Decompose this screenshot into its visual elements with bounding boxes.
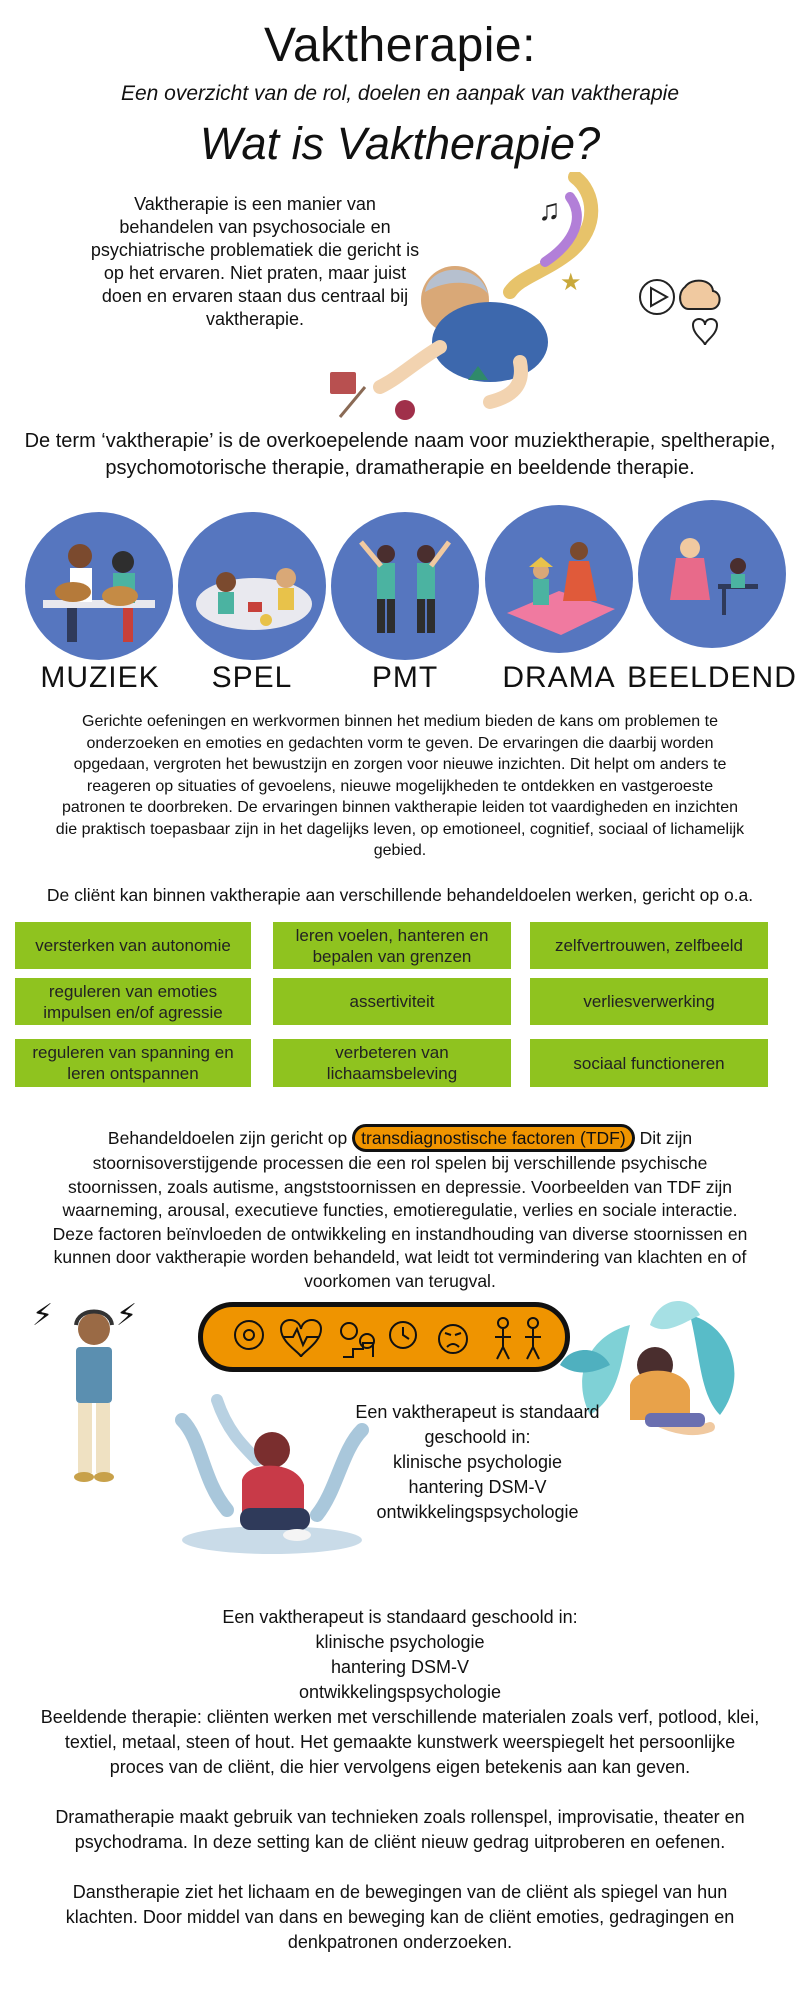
term-text: De term ‘vaktherapie’ is de overkoepelende naam voor muziektherapie, speltherapie, psychomotorische therapie, dramatherapie en beeldende therapie. bbox=[24, 430, 776, 479]
tdf-text-after: Dit zijn stoornisoverstijgende processen die een rol spelen bij verschillende psychische stoornissen, zoals autisme, angststoornissen en depressie. Voorbeelden van TDF zijn waarneming, arousal, executieve functies, emotieregulatie, verlies en sociale interactie. Deze factoren beïnvloeden de ontwikkeling en instandhouding van diverse stoornissen en kunnen door vaktherapie worden behandeld, wat leidt tot vermindering van klachten en of voorkomen van terugval. bbox=[52, 1128, 748, 1291]
therapy-label-pmt: PMT bbox=[371, 661, 439, 694]
tdf-highlight: transdiagnostische factoren (TDF) bbox=[352, 1124, 635, 1152]
therapy-label-drama: DRAMA bbox=[502, 661, 616, 694]
schooled-block bbox=[345, 1400, 610, 1525]
beeldend-paragraph: Beeldende therapie: cliënten werken met verschillende materialen zoals verf, potlood, klei, textiel, metaal, steen of hout. Het gemaakte kunstwerk weerspiegelt het persoonlijke proces van de cliënt, die hier vervolgens eigen betekenis aan kan geven. bbox=[40, 1707, 760, 1777]
intro-text: Vaktherapie is een manier van behandelen van psychosociale en psychiatrische problematiek die gericht is op het ervaren. Niet praten, maar juist doen en ervaren staan dus centraal bij vaktherapie. bbox=[90, 194, 420, 329]
activity-icons bbox=[637, 275, 747, 350]
goal-item: assertiviteit bbox=[273, 978, 511, 1025]
schooled-intro: Een vaktherapeut is standaard geschoold in: bbox=[222, 1607, 578, 1627]
goal-item: zelfvertrouwen, zelfbeeld bbox=[530, 922, 768, 969]
play-icon bbox=[640, 280, 674, 314]
therapy-label-muziek: MUZIEK bbox=[40, 661, 160, 694]
gears-icon bbox=[341, 1323, 374, 1348]
tdf-text-before: Behandeldoelen zijn gericht op bbox=[107, 1128, 353, 1148]
heartbeat-icon bbox=[281, 1320, 321, 1357]
visual-art-therapy-image bbox=[638, 500, 786, 648]
schooled-item: ontwikkelingspsychologie bbox=[376, 1502, 579, 1522]
section-heading: Wat is Vaktherapie? bbox=[199, 118, 601, 169]
star-icon: ★ bbox=[560, 269, 582, 296]
schooled-item: hantering DSM-V bbox=[408, 1477, 547, 1497]
goal-item: sociaal functioneren bbox=[530, 1039, 768, 1087]
lightning-icon: ⚡ bbox=[32, 1299, 54, 1332]
stressed-face-icon bbox=[439, 1325, 467, 1353]
anxious-woman-illustration bbox=[172, 1390, 372, 1560]
stressed-boy-illustration bbox=[30, 1285, 165, 1495]
bottom-text-block bbox=[40, 1605, 760, 1955]
schooled-item: klinische psychologie bbox=[392, 1452, 563, 1472]
pmt-therapy-image bbox=[331, 512, 479, 660]
goal-item: leren voelen, hanteren en bepalen van grenzen bbox=[273, 922, 511, 969]
tdf-icon-bar bbox=[198, 1302, 570, 1372]
therapy-label-beeldend: BEELDEND bbox=[627, 661, 797, 694]
clock-icon bbox=[390, 1322, 416, 1348]
goal-item: versterken van autonomie bbox=[15, 922, 251, 969]
description-text: Gerichte oefeningen en werkvormen binnen het medium bieden de kans om problemen te onderzoeken en emoties en gedachten vorm te geven. De ervaringen die daarbij worden opgedaan, vergroten het bewustzijn en zorgen voor nieuwe inzichten. Dit helpt om anders te reageren op situaties of gevoelens, nieuwe mogelijkheden te ontdekken en vastgeroeste patronen te doorbreken. De ervaringen binnen vaktherapie leiden tot vaardigheden en inzichten die praktisch toepasbaar zijn in het dagelijks leven, op emotioneel, cognitief, sociaal of lichamelijk gebied. bbox=[55, 713, 745, 859]
schooled-item: hantering DSM-V bbox=[330, 1657, 470, 1677]
eye-icon bbox=[235, 1321, 263, 1349]
goals-intro: De cliënt kan binnen vaktherapie aan verschillende behandeldoelen werken, gericht op o.a. bbox=[46, 885, 754, 905]
goal-item: verbeteren van lichaamsbeleving bbox=[273, 1039, 511, 1087]
page-subtitle: Een overzicht van de rol, doelen en aanpak van vaktherapie bbox=[120, 82, 680, 105]
drama-therapy-image bbox=[485, 505, 633, 653]
music-therapy-image bbox=[25, 512, 173, 660]
page-title: Vaktherapie: bbox=[264, 19, 536, 72]
schooled-intro: Een vaktherapeut is standaard geschoold in: bbox=[355, 1402, 600, 1447]
dans-paragraph: Danstherapie ziet het lichaam en de bewegingen van de cliënt als spiegel van hun klachten. Door middel van dans en beweging kan de cliënt emoties, gedragingen en denkpatronen onderzoeken. bbox=[65, 1882, 735, 1952]
chart-icon bbox=[343, 1343, 373, 1357]
schooled-item: ontwikkelingspsychologie bbox=[298, 1682, 502, 1702]
lightning-icon: ⚡ bbox=[116, 1299, 138, 1332]
schooled-item: klinische psychologie bbox=[315, 1632, 485, 1652]
goal-item: reguleren van emoties impulsen en/of agressie bbox=[15, 978, 251, 1025]
therapy-label-spel: SPEL bbox=[211, 661, 293, 694]
drama-paragraph: Dramatherapie maakt gebruik van technieken zoals rollenspel, improvisatie, theater en psychodrama. In deze setting kan de cliënt nieuw gedrag uitproberen en oefenen. bbox=[55, 1807, 745, 1852]
tdf-paragraph bbox=[50, 1124, 750, 1293]
goal-item: reguleren van spanning en leren ontspannen bbox=[15, 1039, 251, 1087]
brain-icon bbox=[680, 281, 720, 309]
heart-icon bbox=[693, 319, 717, 345]
music-note-icon: ♫ bbox=[538, 194, 561, 227]
goal-item: verliesverwerking bbox=[530, 978, 768, 1025]
people-icon bbox=[495, 1318, 541, 1359]
child-play-illustration bbox=[320, 172, 620, 422]
play-therapy-image bbox=[178, 512, 326, 660]
